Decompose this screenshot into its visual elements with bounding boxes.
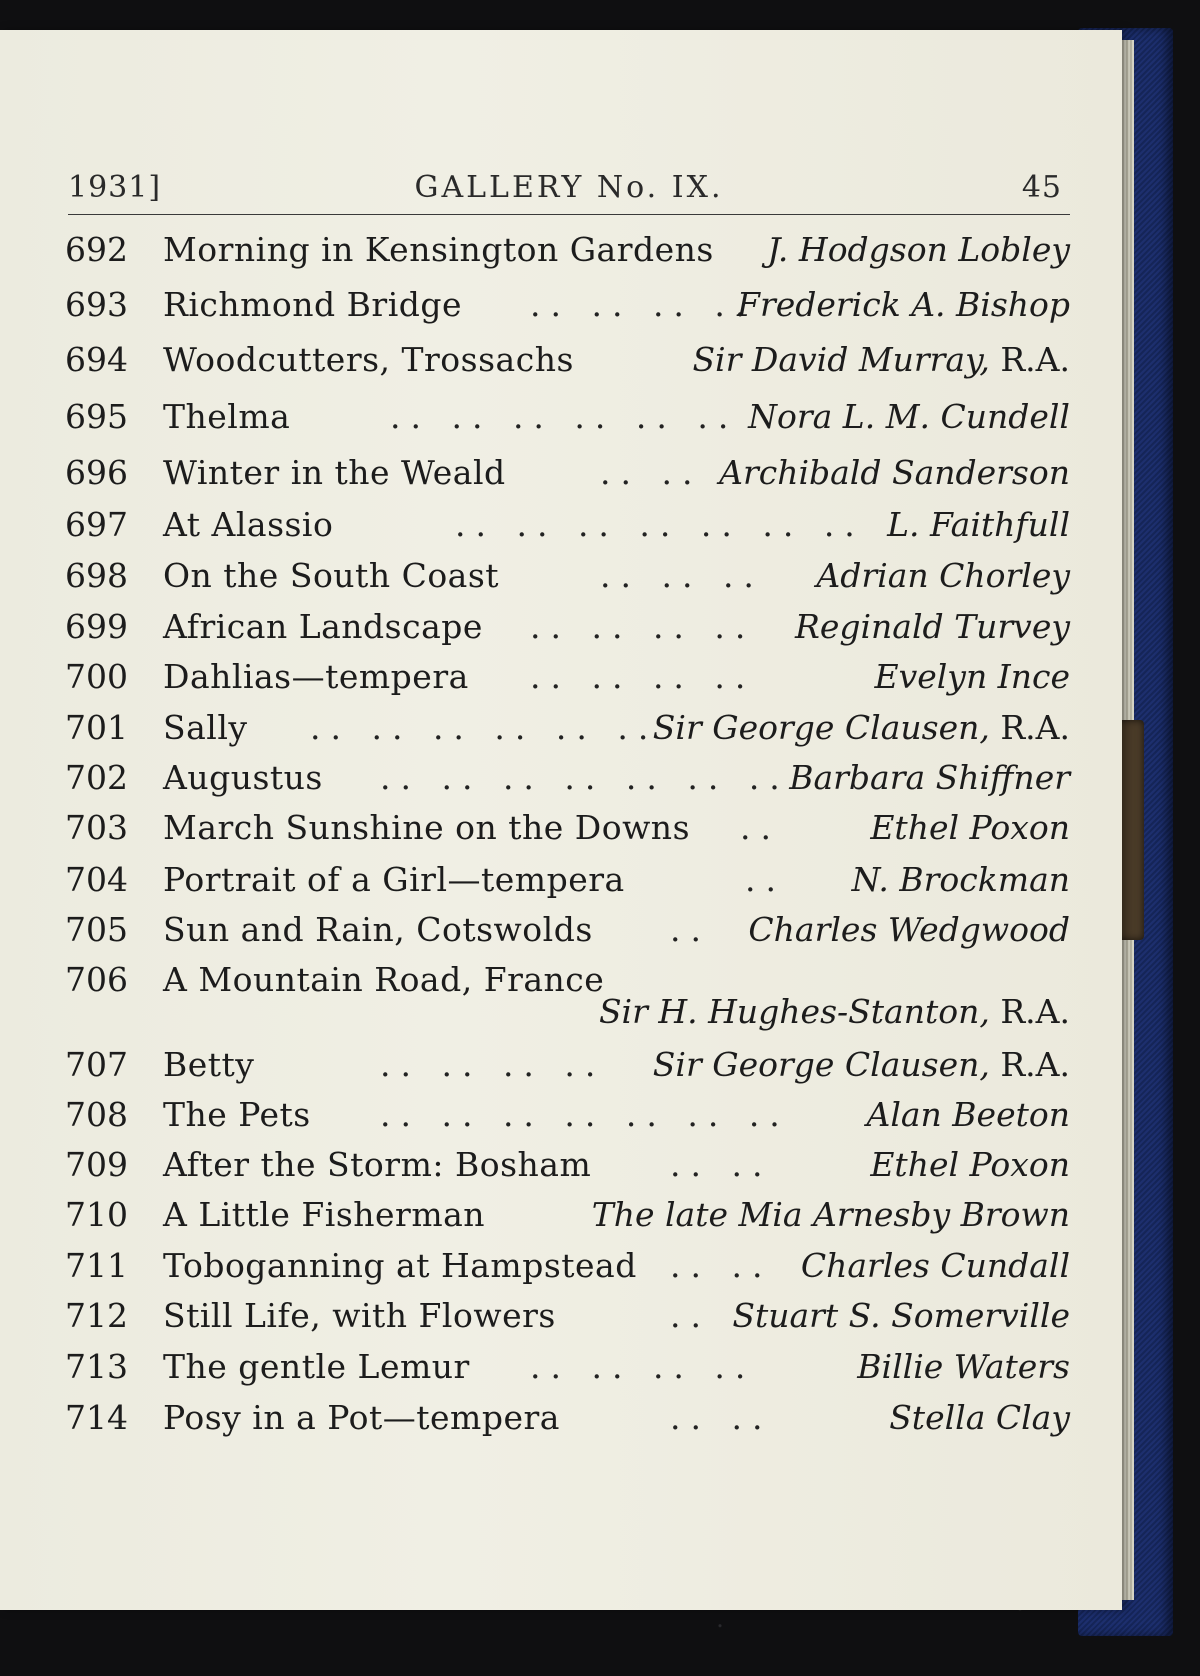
entry-title: Betty	[163, 1045, 255, 1084]
entry-number: 703	[65, 808, 128, 847]
artist-name: N. Brockman	[851, 860, 1070, 899]
catalogue-entry	[60, 1347, 1070, 1391]
entry-title: Richmond Bridge	[163, 285, 463, 324]
catalogue-entry	[60, 1195, 1070, 1239]
entry-dot-leaders: .. .. .. .. .. ..	[390, 397, 739, 436]
entry-title: The Pets	[163, 1095, 311, 1134]
catalogue-entry	[60, 230, 1070, 274]
artist-name: Barbara Shiffner	[789, 758, 1070, 797]
entry-dot-leaders: .. .. .. .. .. .. ..	[455, 505, 865, 544]
entry-number: 713	[65, 1347, 128, 1386]
artist-honour: R.A.	[989, 340, 1070, 379]
entry-title: A Little Fisherman	[163, 1195, 486, 1234]
entry-title: The gentle Lemur	[163, 1347, 470, 1386]
entry-artist	[867, 1095, 1071, 1134]
catalogue-entry	[60, 453, 1070, 497]
entry-number: 696	[65, 453, 128, 492]
artist-honour: R.A.	[989, 992, 1070, 1031]
entry-dot-leaders: .. .. .. ..	[530, 607, 756, 646]
entry-artist	[653, 708, 1070, 747]
entry-artist	[889, 1398, 1070, 1437]
page-header	[68, 170, 1070, 215]
artist-name: Ethel Poxon	[870, 1145, 1070, 1184]
catalogue-entry	[60, 960, 1070, 1031]
entry-title: March Sunshine on the Downs	[163, 808, 690, 847]
catalogue-entry	[60, 607, 1070, 651]
artist-name: J. Hodgson Lobley	[767, 230, 1070, 269]
entry-dot-leaders: .. .. .. ..	[380, 1045, 606, 1084]
catalogue-entry	[60, 1145, 1070, 1189]
entry-number: 693	[65, 285, 128, 324]
entry-dot-leaders: .. .. .. .. .. .. ..	[380, 758, 790, 797]
entry-dot-leaders: .. .. .. ..	[530, 1347, 756, 1386]
entry-number: 704	[65, 860, 128, 899]
header-gallery-title: GALLERY No. IX.	[414, 170, 724, 205]
catalogue-entry	[60, 808, 1070, 852]
entry-number: 712	[65, 1296, 128, 1335]
artist-name: Sir H. Hughes-Stanton,	[598, 992, 990, 1031]
catalogue-entry	[60, 860, 1070, 904]
entry-artist	[748, 397, 1070, 436]
entry-artist	[795, 607, 1070, 646]
entry-artist	[870, 1145, 1070, 1184]
entry-artist	[732, 1296, 1070, 1335]
catalogue-entry	[60, 758, 1070, 802]
entry-number: 701	[65, 708, 128, 747]
catalogue-entry	[60, 285, 1070, 329]
entry-dot-leaders: ..	[670, 1296, 711, 1335]
entry-artist	[737, 285, 1070, 324]
artist-name: Ethel Poxon	[870, 808, 1070, 847]
artist-honour: R.A.	[989, 1045, 1070, 1084]
artist-name: The late Mia Arnesby Brown	[591, 1195, 1070, 1234]
entry-artist	[852, 860, 1070, 899]
entry-number: 705	[65, 910, 128, 949]
entry-artist	[857, 1347, 1070, 1386]
entry-artist	[767, 230, 1070, 269]
catalogue-entry	[60, 1398, 1070, 1442]
catalogue-entry	[60, 556, 1070, 600]
artist-name: Nora L. M. Cundell	[748, 397, 1070, 436]
artist-name: Sir George Clausen,	[652, 708, 990, 747]
catalogue-entry	[60, 340, 1070, 384]
artist-name: Evelyn Ince	[874, 657, 1070, 696]
entry-title: Toboganning at Hampstead	[163, 1246, 637, 1285]
entry-title: Thelma	[163, 397, 291, 436]
entry-number: 702	[65, 758, 128, 797]
entry-title: Sally	[163, 708, 248, 747]
entry-title: Sun and Rain, Cotswolds	[163, 910, 593, 949]
artist-name: Sir George Clausen,	[652, 1045, 990, 1084]
header-page-number: 45	[1021, 170, 1062, 205]
entry-title: Still Life, with Flowers	[163, 1296, 556, 1335]
artist-name: Charles Wedgwood	[748, 910, 1070, 949]
entry-title: Woodcutters, Trossachs	[163, 340, 574, 379]
entry-artist	[801, 1246, 1070, 1285]
entry-number: 714	[65, 1398, 128, 1437]
artist-name: Stuart S. Somerville	[732, 1296, 1070, 1335]
catalogue-entry	[60, 397, 1070, 441]
artist-name: Adrian Chorley	[816, 556, 1070, 595]
entry-title: Winter in the Weald	[163, 453, 506, 492]
artist-name: Archibald Sanderson	[719, 453, 1070, 492]
entry-artist	[816, 556, 1070, 595]
entry-number: 697	[65, 505, 128, 544]
artist-name: Alan Beeton	[866, 1095, 1070, 1134]
catalogue-entry	[60, 708, 1070, 752]
entry-dot-leaders: .. ..	[670, 1246, 773, 1285]
artist-name: Charles Cundall	[800, 1246, 1070, 1285]
entry-number: 708	[65, 1095, 128, 1134]
entry-title: On the South Coast	[163, 556, 500, 595]
entry-title: Portrait of a Girl—tempera	[163, 860, 625, 899]
entry-artist	[748, 910, 1070, 949]
catalogue-entry	[60, 1045, 1070, 1089]
entry-title: Posy in a Pot—tempera	[163, 1398, 560, 1437]
entry-title: After the Storm: Bosham	[163, 1145, 592, 1184]
entry-dot-leaders: .. ..	[670, 1398, 773, 1437]
entry-number: 706	[65, 960, 128, 999]
artist-name: Reginald Turvey	[794, 607, 1070, 646]
entry-title: A Mountain Road, France	[163, 960, 605, 999]
entry-artist	[692, 340, 1070, 379]
entry-artist	[719, 453, 1070, 492]
entry-number: 700	[65, 657, 128, 696]
entry-dot-leaders: .. .. .. .. .. .. ..	[380, 1095, 790, 1134]
entry-title: Dahlias—tempera	[163, 657, 469, 696]
catalogue-entry	[60, 1296, 1070, 1340]
artist-name: Stella Clay	[889, 1398, 1070, 1437]
entry-number: 698	[65, 556, 128, 595]
header-year: 1931]	[68, 170, 162, 205]
entry-number: 707	[65, 1045, 128, 1084]
entry-title: African Landscape	[163, 607, 483, 646]
catalogue-entry	[60, 505, 1070, 549]
entry-number: 694	[65, 340, 128, 379]
entry-dot-leaders: .. ..	[670, 1145, 773, 1184]
entry-title: Augustus	[163, 758, 323, 797]
catalogue-entry	[60, 657, 1070, 701]
artist-name: Billie Waters	[857, 1347, 1070, 1386]
entry-dot-leaders: .. .. .. ..	[530, 285, 756, 324]
entry-dot-leaders: ..	[740, 808, 781, 847]
artist-name: Sir David Murray,	[692, 340, 990, 379]
entry-number: 699	[65, 607, 128, 646]
entry-number: 710	[65, 1195, 128, 1234]
artist-honour: R.A.	[989, 708, 1070, 747]
catalogue-entry	[60, 910, 1070, 954]
entry-dot-leaders: .. .. .. .. .. ..	[310, 708, 659, 747]
entry-number: 711	[65, 1246, 128, 1285]
entry-dot-leaders: .. .. .. ..	[530, 657, 756, 696]
entry-artist	[599, 992, 1070, 1031]
entry-number: 692	[65, 230, 128, 269]
entry-artist	[653, 1045, 1070, 1084]
entry-title: At Alassio	[163, 505, 334, 544]
entry-dot-leaders: .. ..	[600, 453, 703, 492]
entry-dot-leaders: .. .. ..	[600, 556, 764, 595]
entry-number: 695	[65, 397, 128, 436]
catalogue-entry	[60, 1095, 1070, 1139]
entry-artist	[789, 758, 1070, 797]
entry-title: Morning in Kensington Gardens	[163, 230, 714, 269]
artist-name: Frederick A. Bishop	[737, 285, 1070, 324]
catalogue-entry	[60, 1246, 1070, 1290]
entry-artist	[887, 505, 1070, 544]
entry-number: 709	[65, 1145, 128, 1184]
entry-artist	[874, 657, 1070, 696]
entry-artist	[592, 1195, 1070, 1234]
entry-dot-leaders: ..	[745, 860, 786, 899]
entry-dot-leaders: ..	[670, 910, 711, 949]
entry-artist	[870, 808, 1070, 847]
artist-name: L. Faithfull	[887, 505, 1070, 544]
